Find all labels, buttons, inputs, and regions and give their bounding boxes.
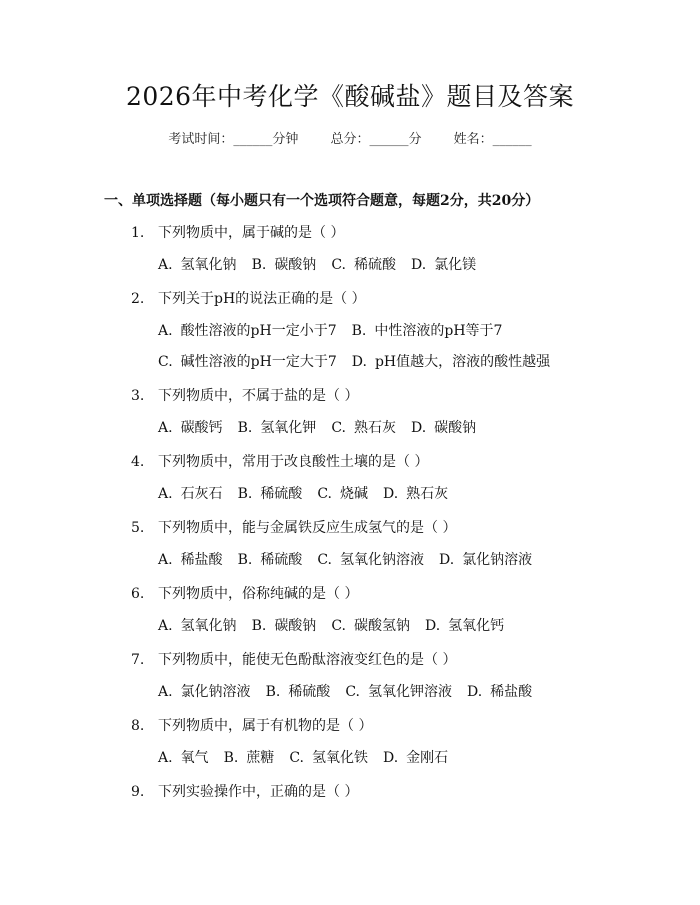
option-a [158, 321, 337, 341]
option-text: 碳酸钠 [434, 420, 477, 436]
option-text: 氢氧化铁 [311, 750, 368, 766]
option-text: 氢氧化钠 [180, 257, 237, 273]
option-a [158, 550, 223, 570]
option-row [158, 484, 448, 504]
option-text: 熟石灰 [353, 420, 396, 436]
option-text: 碳酸钠 [274, 618, 317, 634]
option-letter: A. [158, 750, 173, 766]
question-number: 3. [131, 388, 145, 404]
question-stem: 下列物质中，属于有机物的是（ ） [158, 718, 373, 734]
option-text: 氢氧化钠 [180, 618, 237, 634]
name-label: 姓名： [453, 132, 493, 147]
option-text: 稀硫酸 [288, 684, 331, 700]
option-letter: D. [410, 420, 427, 436]
option-a [158, 616, 237, 636]
option-text: 碳酸氢钠 [353, 618, 410, 634]
option-row [158, 748, 448, 768]
option-text: 稀硫酸 [260, 552, 303, 568]
option-d [467, 682, 532, 702]
option-d [352, 352, 550, 372]
total-score-blank: ______ [369, 132, 409, 147]
option-c [289, 748, 368, 768]
option-text: 稀盐酸 [180, 552, 223, 568]
option-text: 金刚石 [406, 750, 449, 766]
question-number: 8. [131, 718, 145, 734]
option-c [317, 484, 368, 504]
option-letter: A. [158, 420, 173, 436]
option-b [238, 418, 317, 438]
question-number: 2. [131, 291, 145, 307]
option-c [317, 550, 424, 570]
option-row [158, 352, 550, 372]
option-text: 中性溶液的pH等于7 [374, 323, 503, 339]
question-number: 1. [131, 225, 145, 241]
option-row [158, 550, 532, 570]
question-stem: 下列物质中，能使无色酚酞溶液变红色的是（ ） [158, 652, 457, 668]
option-letter: A. [158, 552, 173, 568]
option-text: 酸性溶液的pH一定小于7 [180, 323, 337, 339]
section-heading: 一、单项选择题（每小题只有一个选项符合题意，每题2分，共20分） [104, 193, 540, 209]
question-number: 7. [131, 652, 145, 668]
option-row [158, 682, 532, 702]
question-stem: 下列物质中，常用于改良酸性土壤的是（ ） [158, 454, 429, 470]
question-stem: 下列物质中，属于碱的是（ ） [158, 225, 345, 241]
option-row [158, 418, 476, 438]
option-d [383, 748, 448, 768]
option-letter: D. [382, 486, 399, 502]
option-text: 熟石灰 [406, 486, 449, 502]
total-score-unit: 分 [408, 132, 422, 147]
option-letter: B. [237, 420, 253, 436]
option-text: 氢氧化钾 [260, 420, 317, 436]
option-b [224, 748, 275, 768]
option-text: 氧气 [180, 750, 209, 766]
exam-time-label: 考试时间： [168, 132, 234, 147]
option-letter: B. [251, 257, 267, 273]
option-text: 蔗糖 [246, 750, 275, 766]
option-letter: A. [158, 684, 173, 700]
option-a [158, 484, 223, 504]
exam-time-unit: 分钟 [272, 132, 299, 147]
option-text: 石灰石 [180, 486, 223, 502]
option-a [158, 682, 251, 702]
option-letter: D. [466, 684, 483, 700]
option-text: 氯化钠溶液 [462, 552, 533, 568]
option-letter: A. [158, 323, 173, 339]
option-a [158, 418, 223, 438]
option-text: 碳酸钙 [180, 420, 223, 436]
option-letter: B. [265, 684, 281, 700]
option-row [158, 616, 504, 636]
option-row [158, 255, 476, 275]
option-letter: C. [331, 257, 346, 273]
option-text: 氢氧化钾溶液 [367, 684, 452, 700]
total-score-label: 总分： [330, 132, 370, 147]
option-c [331, 255, 396, 275]
option-d [383, 484, 448, 504]
option-letter: C. [317, 552, 332, 568]
question-stem: 下列物质中，能与金属铁反应生成氢气的是（ ） [158, 520, 457, 536]
question-stem: 下列物质中，不属于盐的是（ ） [158, 388, 359, 404]
option-letter: A. [158, 257, 173, 273]
option-letter: B. [351, 323, 367, 339]
option-letter: D. [382, 750, 399, 766]
option-b [352, 321, 503, 341]
option-c [345, 682, 452, 702]
option-letter: C. [289, 750, 304, 766]
option-c [331, 418, 396, 438]
option-letter: C. [331, 420, 346, 436]
question-number: 5. [131, 520, 145, 536]
option-letter: B. [223, 750, 239, 766]
option-letter: C. [317, 486, 332, 502]
option-text: 稀硫酸 [260, 486, 303, 502]
option-text: 稀硫酸 [353, 257, 396, 273]
option-text: 稀盐酸 [490, 684, 533, 700]
question-stem: 下列实验操作中，正确的是（ ） [158, 784, 359, 800]
option-c [331, 616, 410, 636]
option-letter: D. [438, 552, 455, 568]
question-number: 9. [131, 784, 145, 800]
option-text: 碱性溶液的pH一定大于7 [180, 354, 337, 370]
option-letter: D. [351, 354, 367, 370]
name-blank: ______ [492, 132, 532, 147]
question-number: 6. [131, 586, 145, 602]
option-letter: D. [424, 618, 441, 634]
option-text: 碳酸钠 [274, 257, 317, 273]
option-text: 氢氧化钠溶液 [339, 552, 424, 568]
option-letter: B. [251, 618, 267, 634]
option-letter: C. [331, 618, 346, 634]
option-text: 氯化钠溶液 [180, 684, 251, 700]
exam-time-blank: ______ [233, 132, 273, 147]
option-c [158, 352, 337, 372]
option-b [266, 682, 331, 702]
option-b [252, 255, 317, 275]
option-text: pH值越大，溶液的酸性越强 [374, 354, 551, 370]
option-text: 氯化镁 [434, 257, 477, 273]
option-a [158, 748, 209, 768]
option-row [158, 321, 502, 341]
option-letter: D. [410, 257, 427, 273]
question-stem: 下列关于pH的说法正确的是（ ） [158, 291, 366, 307]
option-d [411, 255, 476, 275]
option-letter: A. [158, 486, 173, 502]
option-letter: B. [237, 486, 253, 502]
option-b [252, 616, 317, 636]
option-text: 氢氧化钙 [448, 618, 505, 634]
question-number: 4. [131, 454, 145, 470]
option-a [158, 255, 237, 275]
option-b [238, 484, 303, 504]
option-d [425, 616, 504, 636]
option-d [439, 550, 532, 570]
option-letter: B. [237, 552, 253, 568]
question-stem: 下列物质中，俗称纯碱的是（ ） [158, 586, 359, 602]
option-letter: C. [158, 354, 173, 370]
option-b [238, 550, 303, 570]
option-letter: C. [345, 684, 360, 700]
page-title: 2026年中考化学《酸碱盐》题目及答案 [125, 82, 575, 111]
option-d [411, 418, 476, 438]
option-letter: A. [158, 618, 173, 634]
option-text: 烧碱 [339, 486, 368, 502]
